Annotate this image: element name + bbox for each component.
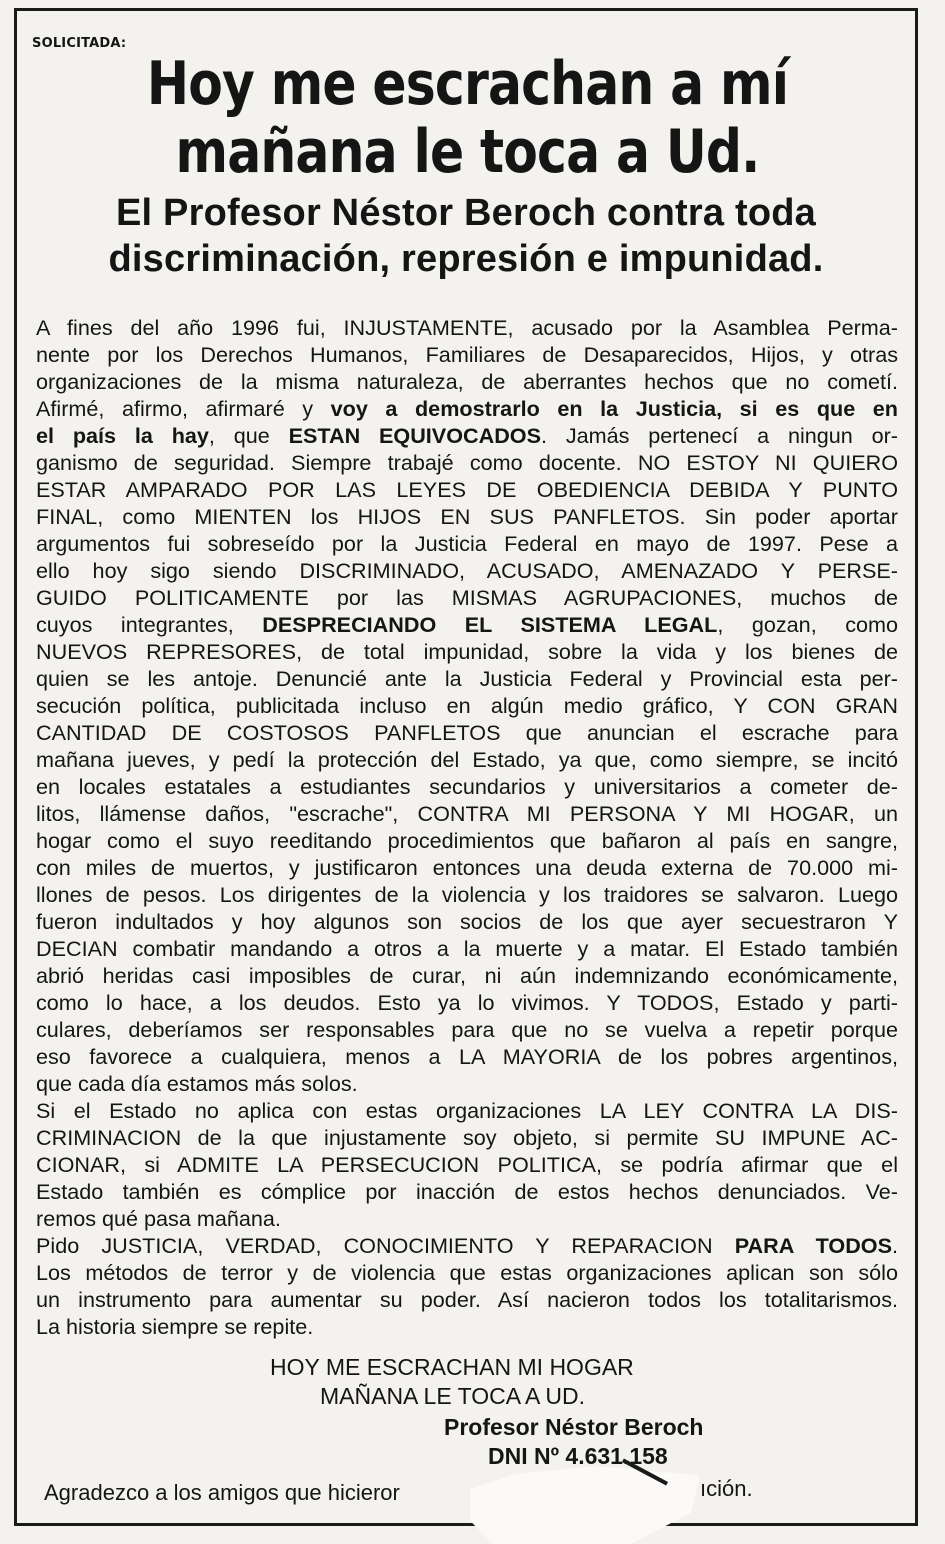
body-line: Estado también es cómplice por inacción de estos hechos denunciados. Ve- bbox=[36, 1179, 898, 1204]
kicker-label: SOLICITADA: bbox=[32, 36, 127, 51]
bold-phrase: voy a demostrarlo en la Justicia, si es que en bbox=[330, 396, 898, 421]
body-line: CIONAR, si ADMITE LA PERSECUCION POLITICA, se podría afirmar que el bbox=[36, 1152, 898, 1177]
body-line: NUEVOS REPRESORES, de total impunidad, sobre la vida y los bienes de bbox=[36, 639, 898, 664]
signature-dni: DNI Nº 4.631.158 bbox=[488, 1443, 668, 1469]
subheadline bbox=[36, 190, 896, 282]
body-line: A fines del año 1996 fui, INJUSTAMENTE, acusado por la Asamblea Perma- bbox=[36, 315, 898, 340]
body-line: ello hoy sigo siendo DISCRIMINADO, ACUSADO, AMENAZADO Y PERSE- bbox=[36, 558, 898, 583]
body-line: que cada día estamos más solos. bbox=[36, 1071, 358, 1096]
body-line: argumentos fui sobreseído por la Justicia Federal en mayo de 1997. Pese a bbox=[36, 531, 898, 556]
body-text bbox=[36, 314, 898, 1340]
body-line: Los métodos de terror y de violencia que estas organizaciones aplican son sólo bbox=[36, 1260, 898, 1285]
body-line: Afirmé, afirmo, afirmaré y voy a demostrarlo en la Justicia, si es que en bbox=[36, 396, 898, 421]
body-line: DECIAN combatir mandando a otros a la muerte y a matar. El Estado también bbox=[36, 936, 898, 961]
body-line: ESTAR AMPARADO POR LAS LEYES DE OBEDIENCIA DEBIDA Y PUNTO bbox=[36, 477, 898, 502]
body-line: en locales estatales a estudiantes secundarios y universitarios a cometer de- bbox=[36, 774, 898, 799]
body-line: Pido JUSTICIA, VERDAD, CONOCIMIENTO Y REPARACION PARA TODOS. bbox=[36, 1233, 898, 1258]
body-line: llones de pesos. Los dirigentes de la violencia y los traidores se salvaron. Luego bbox=[36, 882, 898, 907]
body-line: hogar como el suyo reeditando procedimientos que bañaron al país en sangre, bbox=[36, 828, 898, 853]
body-line: La historia siempre se repite. bbox=[36, 1314, 314, 1339]
bold-phrase: ESTAN EQUIVOCADOS bbox=[288, 423, 541, 448]
body-line: con miles de muertos, y justificaron entonces una deuda externa de 70.000 mi- bbox=[36, 855, 898, 880]
headline bbox=[92, 50, 844, 186]
bold-phrase: PARA TODOS bbox=[734, 1233, 892, 1258]
body-line: FINAL, como MIENTEN los HIJOS EN SUS PANFLETOS. Sin poder aportar bbox=[36, 504, 898, 529]
body-line: eso favorece a cualquiera, menos a LA MAYORIA de los pobres argentinos, bbox=[36, 1044, 898, 1069]
thanks-text-start: Agradezco a los amigos que hicieror bbox=[44, 1480, 400, 1505]
headline-line-2: mañana le toca a Ud. bbox=[175, 117, 760, 187]
body-line: fueron indultados y hoy algunos son socios de los que ayer secuestraron Y bbox=[36, 909, 898, 934]
body-line: abrió heridas casi imposibles de curar, ni aún indemnizando económicamente, bbox=[36, 963, 898, 988]
body-line: culares, deberíamos ser responsables para que no se vuelva a repetir porque bbox=[36, 1017, 898, 1042]
body-line: mañana jueves, y pedí la protección del Estado, ya que, como siempre, se incitó bbox=[36, 747, 898, 772]
bold-phrase: el país la hay bbox=[36, 423, 209, 448]
body-line: nente por los Derechos Humanos, Familiares de Desaparecidos, Hijos, y otras bbox=[36, 342, 898, 367]
body-line: remos qué pasa mañana. bbox=[36, 1206, 281, 1231]
body-line: como lo hace, a los deudos. Esto ya lo vivimos. Y TODOS, Estado y parti- bbox=[36, 990, 898, 1015]
subheadline-line-2: discriminación, represión e impunidad. bbox=[108, 238, 824, 280]
body-line: Si el Estado no aplica con estas organizaciones LA LEY CONTRA LA DIS- bbox=[36, 1098, 898, 1123]
body-line: el país la hay, que ESTAN EQUIVOCADOS. Jamás pertenecí a ningun or- bbox=[36, 423, 899, 448]
body-line: GUIDO POLITICAMENTE por las MISMAS AGRUPACIONES, muchos de bbox=[36, 585, 898, 610]
signature-name: Profesor Néstor Beroch bbox=[444, 1414, 704, 1440]
body-line: secución política, publicitada incluso en algún medio gráfico, Y CON GRAN bbox=[36, 693, 898, 718]
body-line: quien se les antoje. Denuncié ante la Justicia Federal y Provincial esta per- bbox=[36, 666, 898, 691]
closing-line-2: MAÑANA LE TOCA A UD. bbox=[320, 1383, 586, 1409]
body-line: CRIMINACION de la que injustamente soy objeto, si permite SU IMPUNE AC- bbox=[36, 1125, 898, 1150]
body-line: litos, llámense daños, "escrache", CONTRA MI PERSONA Y MI HOGAR, un bbox=[36, 801, 898, 826]
body-line: CANTIDAD DE COSTOSOS PANFLETOS que anuncian el escrache para bbox=[36, 720, 898, 745]
body-line: ganismo de seguridad. Siempre trabajé como docente. NO ESTOY NI QUIERO bbox=[36, 450, 898, 475]
thanks-text-end: ıción. bbox=[700, 1476, 753, 1501]
body-line: un instrumento para aumentar su poder. Así nacieron todos los totalitarismos. bbox=[36, 1287, 898, 1312]
bold-phrase: DESPRECIANDO EL SISTEMA LEGAL bbox=[262, 612, 718, 637]
closing-line-1: HOY ME ESCRACHAN MI HOGAR bbox=[270, 1354, 634, 1380]
headline-line-1: Hoy me escrachan a mí bbox=[146, 49, 789, 119]
subheadline-line-1: El Profesor Néstor Beroch contra toda bbox=[116, 192, 816, 234]
body-line: organizaciones de la misma naturaleza, de aberrantes hechos que no cometí. bbox=[36, 369, 898, 394]
body-line: cuyos integrantes, DESPRECIANDO EL SISTEMA LEGAL, gozan, como bbox=[36, 612, 899, 637]
